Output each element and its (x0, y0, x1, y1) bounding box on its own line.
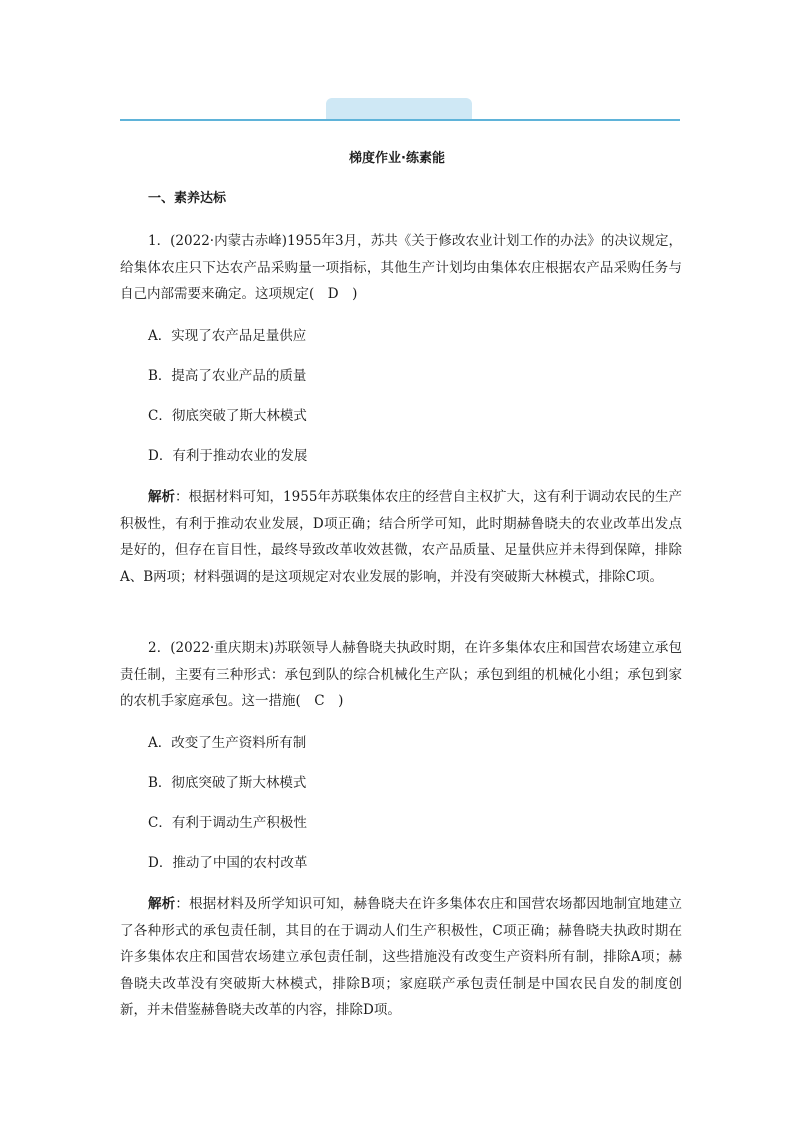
question-2-option-b: B．彻底突破了斯大林模式 (148, 775, 307, 791)
question-1-stem: 1．(2022·内蒙古赤峰)1955年3月，苏共《关于修改农业计划工作的办法》的决议规定，给集体农庄只下达农产品采购量一项指标，其他生产计划均由集体农庄根据农产品采购任务与自己内部需要来确定。这项规定( D ) (120, 233, 682, 302)
question-2-answer: C (314, 693, 325, 709)
question-2-stem: 2．(2022·重庆期末)苏联领导人赫鲁晓夫执政时期，在许多集体农庄和国营农场建立承包责任制，主要有三种形式：承包到队的综合机械化生产队；承包到组的机械化小组；承包到家的农机手家庭承包。这一措施( C ) (120, 640, 682, 709)
question-2-option-d: D．推动了中国的农村改革 (148, 855, 308, 871)
analysis-label: 解析 (148, 489, 176, 505)
question-1-option-a: A．实现了农产品足量供应 (148, 328, 307, 344)
question-1-option-b: B．提高了农业产品的质量 (148, 368, 307, 384)
question-1-analysis: 解析：根据材料可知，1955年苏联集体农庄的经营自主权扩大，这有利于调动农民的生产积极性，有利于推动农业发展，D项正确；结合所学可知，此时期赫鲁晓夫的农业改革出发点是好的，但存在盲目性，最终导致改革收效甚微，农产品质量、足量供应并未得到保障，排除A、B两项；材料强调的是这项规定对农业发展的影响，并没有突破斯大林模式，排除C项。 (120, 489, 683, 585)
question-1-option-d: D．有利于推动农业的发展 (148, 448, 308, 464)
question-2-option-a: A．改变了生产资料所有制 (148, 735, 307, 751)
question-2-option-c: C．有利于调动生产积极性 (148, 815, 307, 831)
section-heading: 一、素养达标 (148, 191, 227, 206)
page-title: 梯度作业·练素能 (349, 151, 445, 166)
header-divider (120, 119, 680, 121)
question-1-answer: D (327, 286, 339, 302)
question-2-analysis: 解析：根据材料及所学知识可知，赫鲁晓夫在许多集体农庄和国营农场都因地制宜地建立了各种形式的承包责任制，其目的在于调动人们生产积极性，C项正确；赫鲁晓夫执政时期在许多集体农庄和国营农场建立承包责任制，这些措施没有改变生产资料所有制，排除A项；赫鲁晓夫改革没有突破斯大林模式，排除B项；家庭联产承包责任制是中国农民自发的制度创新，并未借鉴赫鲁晓夫改革的内容，排除D项。 (120, 896, 683, 1018)
analysis-label: 解析 (148, 896, 176, 912)
question-1-option-c: C．彻底突破了斯大林模式 (148, 408, 307, 424)
header-tab-decoration (326, 98, 472, 120)
